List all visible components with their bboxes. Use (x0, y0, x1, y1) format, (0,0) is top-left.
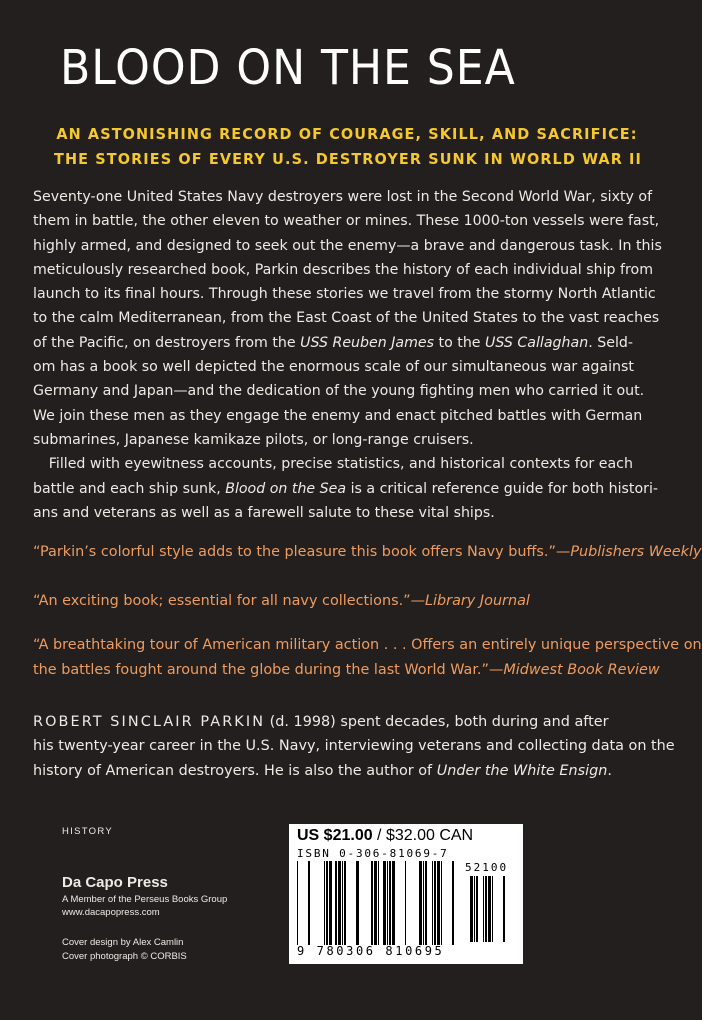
author-name: ROBERT SINCLAIR PARKIN (33, 714, 266, 730)
tagline (32, 122, 662, 172)
barcode-bar (324, 861, 325, 945)
description-line: Filled with eyewitness accounts, precise statistics, and historical contexts for each (48, 456, 633, 473)
price-can: / $32.00 CAN (372, 827, 474, 844)
barcode-bar (338, 861, 341, 945)
author-bio (33, 710, 675, 783)
barcode-bar (356, 861, 359, 945)
quote-text: “Parkin’s colorful style adds to the pleasure this book offers Navy buffs.”— (33, 544, 571, 560)
tagline-line: AN ASTONISHING RECORD OF COURAGE, SKILL, AND SACRIFICE: (56, 125, 638, 143)
publisher-block (62, 874, 227, 918)
text-span: is a critical reference guide for both histori- (346, 480, 659, 497)
description-line (33, 331, 642, 355)
description-line: highly armed, and designed to seek out the enemy—a brave and dangerous task. In this (33, 237, 662, 254)
quote-source: Library Journal (425, 593, 530, 609)
text-span: . Seld- (588, 334, 634, 351)
category-label: HISTORY (62, 826, 113, 837)
barcode-bar (470, 876, 473, 942)
publisher-sub: A Member of the Perseus Books Group (62, 894, 228, 905)
barcode-bar (374, 861, 377, 945)
description-line (33, 477, 659, 501)
description (33, 185, 662, 525)
barcode-bar (326, 861, 328, 945)
text-span: battle and each ship sunk, (33, 480, 226, 497)
description-line: We join these men as they engage the enemy and enact pitched battles with German (33, 407, 643, 424)
photo-credit: Cover photograph © CORBIS (62, 951, 187, 962)
addon-barcode-icon (461, 876, 515, 942)
description-line: to the calm Mediterranean, from the East Coast of the United States to the vast reaches (33, 310, 660, 327)
barcode-bar (371, 861, 373, 945)
barcode-bar (437, 861, 440, 945)
author-text: history of American destroyers. He is also the author of (33, 762, 437, 779)
barcode-box (289, 824, 523, 964)
barcode-bar (432, 861, 433, 945)
other-book-title: Under the White Ensign (436, 762, 608, 779)
barcode-bar (392, 861, 395, 945)
description-line: meticulously researched book, Parkin describes the history of each individual ship from (33, 261, 654, 278)
price-us: US $21.00 (297, 827, 373, 844)
barcode-bar (378, 861, 379, 945)
barcode-bar (383, 861, 386, 945)
barcode-bar (483, 876, 484, 942)
description-line: submarines, Japanese kamikaze pilots, or long-range cruisers. (33, 431, 474, 448)
design-credit: Cover design by Alex Camlin (62, 937, 184, 948)
text-span: of the Pacific, on destroyers from the (33, 334, 301, 351)
description-line: Germany and Japan—and the dedication of the young fighting men who carried it out. (33, 383, 645, 400)
author-text: his twenty-year career in the U.S. Navy, interviewing veterans and collecting data on the (33, 738, 675, 755)
text-span: to the (434, 334, 486, 351)
author-text: . (607, 762, 612, 779)
publisher-name: Da Capo Press (62, 874, 168, 891)
description-line: ans and veterans as well as a farewell salute to these vital ships. (33, 504, 495, 521)
barcode-icon (297, 861, 457, 945)
barcode-bar (344, 861, 346, 945)
barcode-bar (329, 861, 332, 945)
barcode-bar (342, 861, 343, 945)
description-line: them in battle, the other eleven to weather or mines. These 1000-ton vessels were fast, (33, 213, 660, 230)
quote-text: the battles fought around the globe during the last World War.”— (33, 661, 504, 678)
description-line: launch to its final hours. Through these stories we travel from the stormy North Atlantic (33, 286, 656, 303)
barcode-bar (476, 876, 478, 942)
barcode-bar (474, 876, 475, 942)
barcode-bar (335, 861, 337, 945)
quote-text: “A breathtaking tour of American military action . . . Offers an entirely unique perspective on (33, 637, 702, 653)
quote-text: “An exciting book; essential for all navy collections.”— (33, 593, 425, 609)
barcode-bar (297, 861, 298, 945)
barcode-bar (425, 861, 427, 945)
review-quote (33, 589, 663, 614)
isbn: ISBN 0-306-81069-7 (297, 847, 449, 860)
ean-number: 9 780306 810695 (297, 944, 445, 958)
cover-credits (62, 936, 187, 964)
barcode-bar (492, 876, 493, 942)
barcode-bar (423, 861, 424, 945)
price (297, 827, 473, 845)
barcode-bar (441, 861, 442, 945)
description-line: om has a book so well depicted the enormous scale of our simultaneous war against (33, 359, 634, 376)
barcode-bar (387, 861, 388, 945)
book-title: BLOOD ON THE SEA (60, 40, 516, 96)
review-quote (33, 540, 702, 565)
barcode-bar (434, 861, 436, 945)
barcode-bar (488, 876, 491, 942)
publisher-url: www.dacapopress.com (62, 907, 160, 918)
description-line: Seventy-one United States Navy destroyers were lost in the Second World War, sixty of (33, 189, 653, 205)
barcode-bar (389, 861, 391, 945)
barcode-bar (452, 861, 454, 945)
quote-source: Midwest Book Review (503, 661, 660, 678)
ship-name: USS Reuben James (300, 334, 435, 351)
review-quote (33, 633, 702, 682)
addon-code: 52100 (465, 861, 509, 874)
barcode-bar (485, 876, 487, 942)
quote-source: Publishers Weekly (570, 544, 702, 560)
tagline-line: THE STORIES OF EVERY U.S. DESTROYER SUNK IN WORLD WAR II (54, 150, 643, 168)
ship-name: USS Callaghan (485, 334, 589, 351)
barcode-bar (308, 861, 310, 945)
barcode-bar (419, 861, 422, 945)
barcode-bar (405, 861, 406, 945)
barcode-bar (503, 876, 505, 942)
book-title-italic: Blood on the Sea (225, 480, 347, 497)
author-text: (d. 1998) spent decades, both during and after (265, 714, 609, 730)
